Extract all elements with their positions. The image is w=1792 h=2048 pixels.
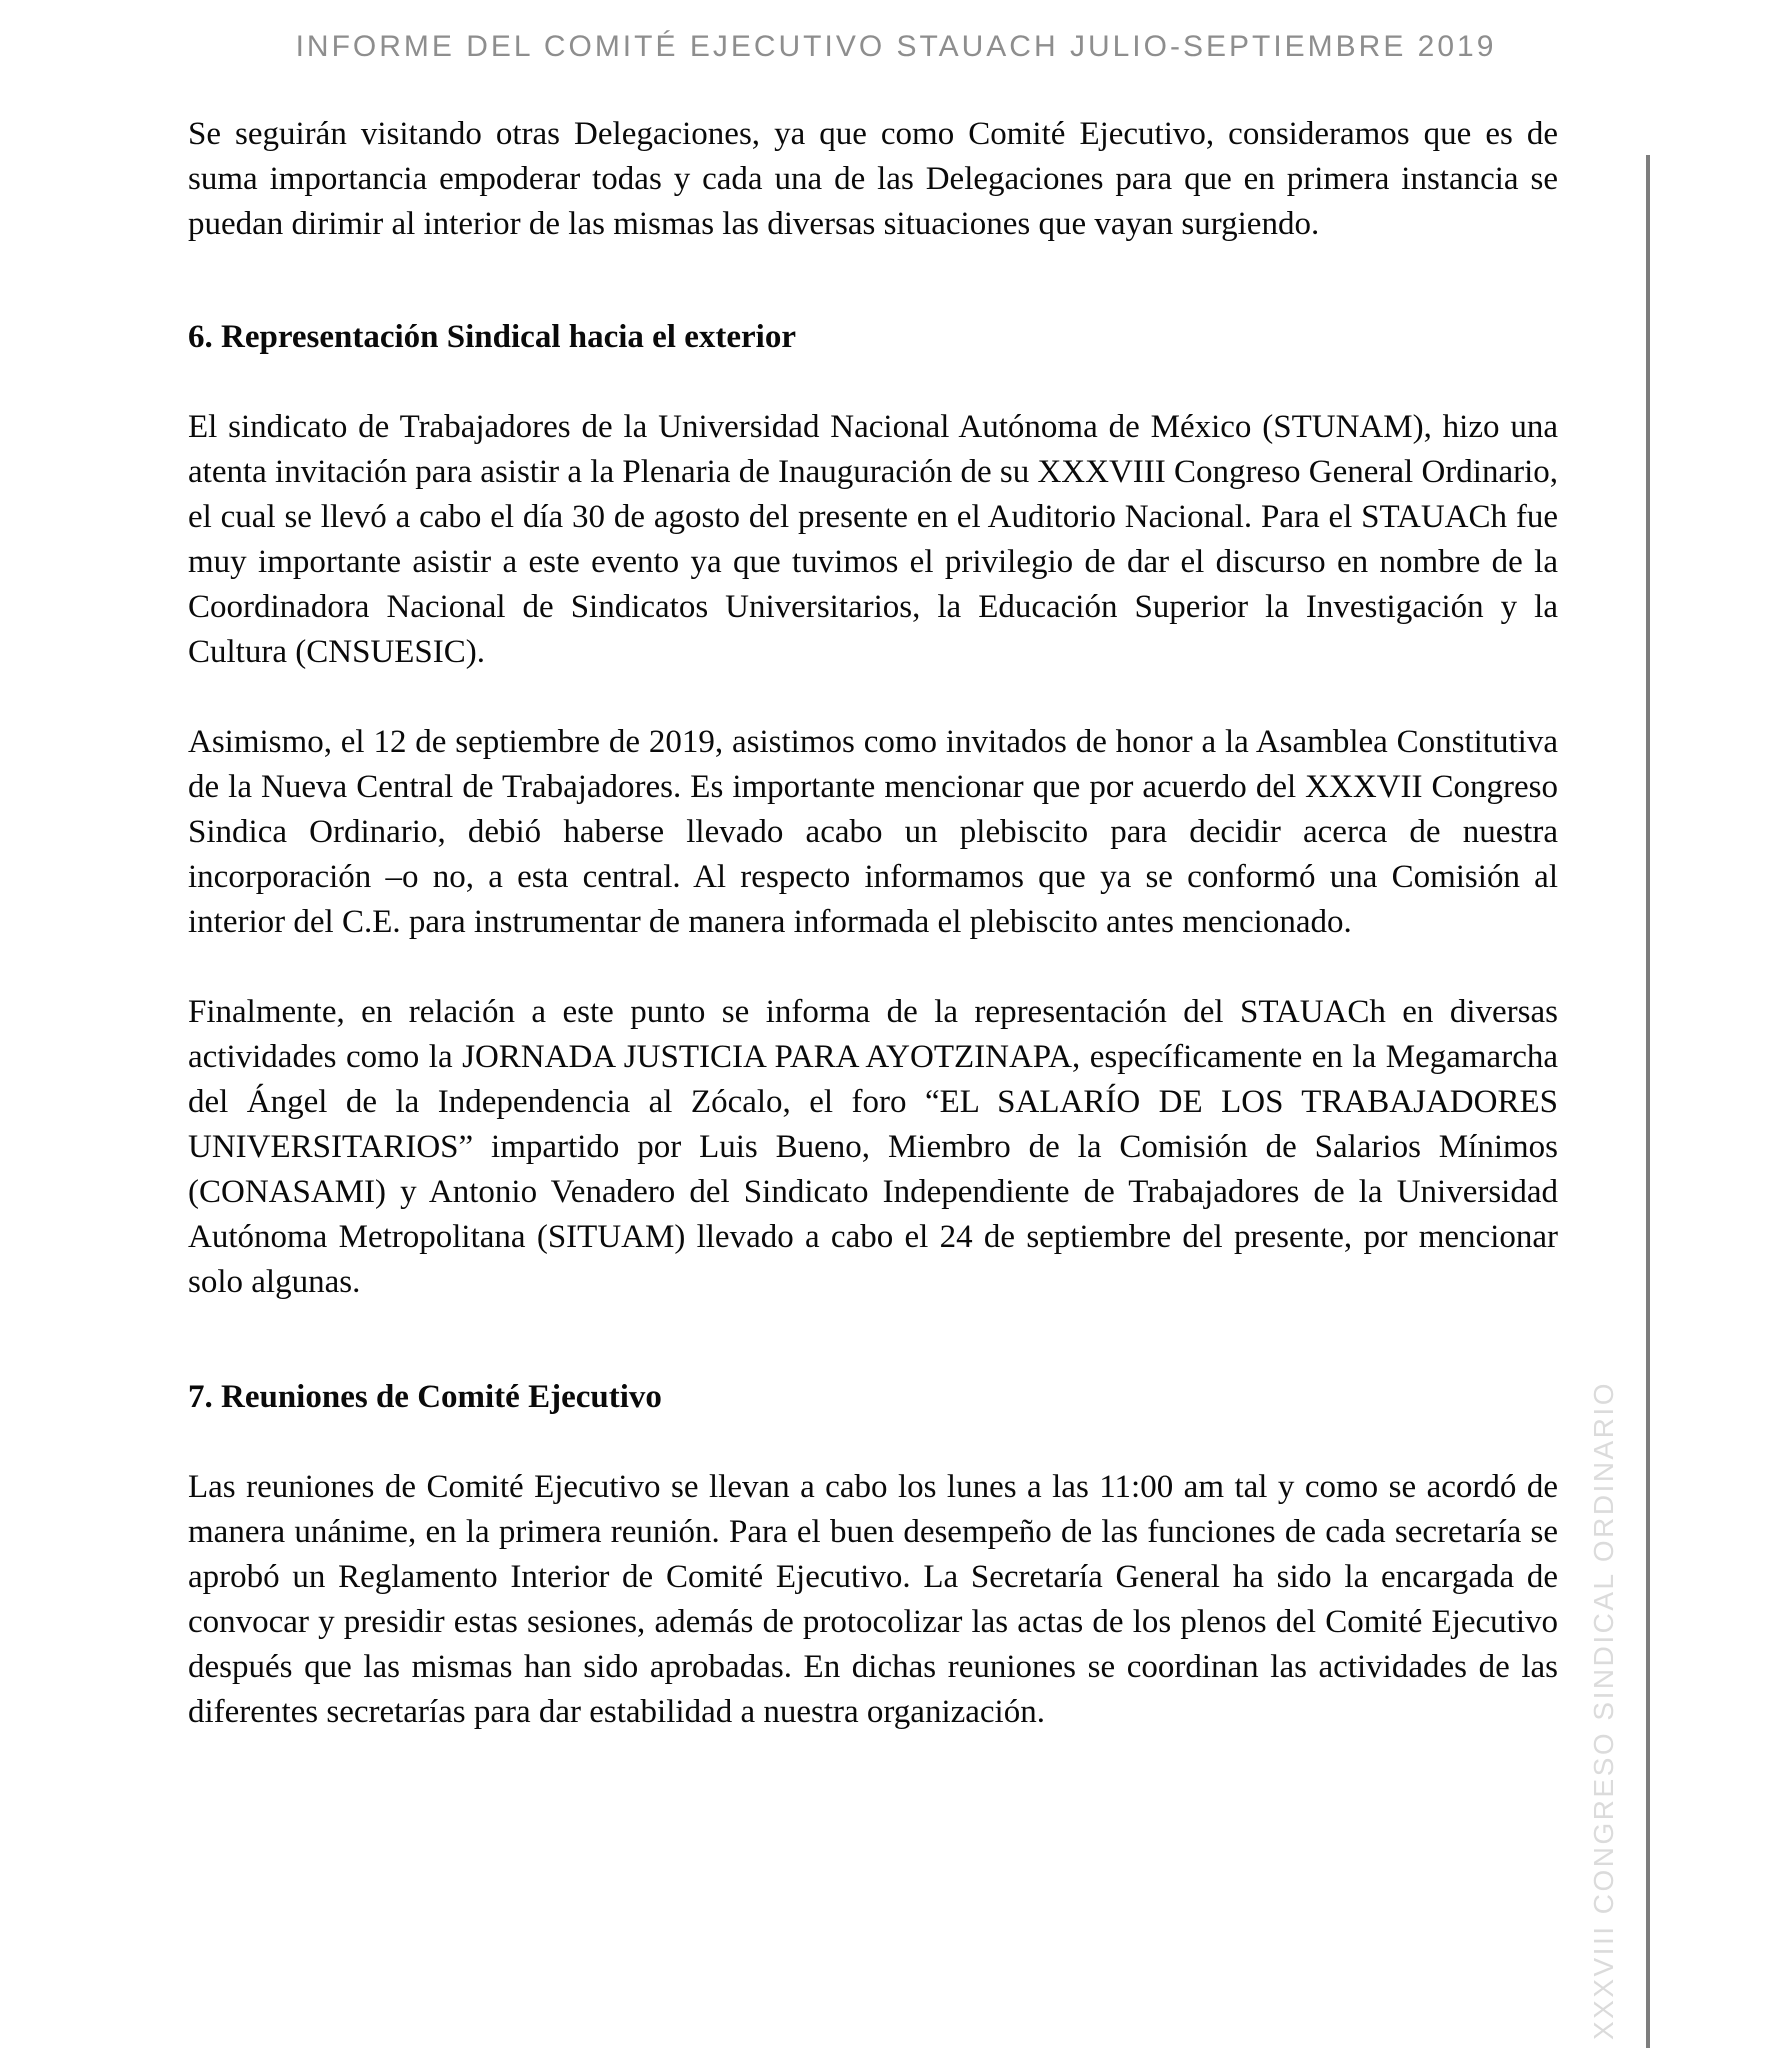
section-6-paragraph-1: El sindicato de Trabajadores de la Universidad Nacional Autónoma de México (STUNAM), hizo una atenta invitación para asistir a la Plenaria de Inauguración de su XXXVIII Congreso General Ordinario, el cual se llevó a cabo el día 30 de agosto del presente en el Auditorio Nacional. Para el STAUACh fue muy importante asistir a este evento ya que tuvimos el privilegio de dar el discurso en nombre de la Coordinadora Nacional de Sindicatos Universitarios, la Educación Superior la Investigación y la Cultura (CNSUESIC). [188, 409, 1558, 670]
section-7-heading: 7. Reuniones de Comité Ejecutivo [188, 1379, 662, 1415]
section-7-paragraph-1: Las reuniones de Comité Ejecutivo se llevan a cabo los lunes a las 11:00 am tal y como se acordó de manera unánime, en la primera reunión. Para el buen desempeño de las funciones de cada secretaría se aprobó un Reglamento Interior de Comité Ejecutivo. La Secretaría General ha sido la encargada de convocar y presidir estas sesiones, además de protocolizar las actas de los plenos del Comité Ejecutivo después que las mismas han sido aprobadas. En dichas reuniones se coordinan las actividades de las diferentes secretarías para dar estabilidad a nuestra organización. [188, 1469, 1558, 1730]
page-title: INFORME DEL COMITÉ EJECUTIVO STAUACH JULIO-SEPTIEMBRE 2019 [295, 30, 1497, 63]
intro-paragraph: Se seguirán visitando otras Delegaciones, ya que como Comité Ejecutivo, consideramos que es de suma importancia empoderar todas y cada una de las Delegaciones para que en primera instancia se puedan dirimir al interior de las mismas las diversas situaciones que vayan surgiendo. [188, 116, 1558, 242]
section-6-paragraph-3: Finalmente, en relación a este punto se informa de la representación del STAUACh en diversas actividades como la JORNADA JUSTICIA PARA AYOTZINAPA, específicamente en la Megamarcha del Ángel de la Independencia al Zócalo, el foro “EL SALARÍO DE LOS TRABAJADORES UNIVERSITARIOS” impartido por Luis Bueno, Miembro de la Comisión de Salarios Mínimos (CONASAMI) y Antonio Venadero del Sindicato Independiente de Trabajadores de la Universidad Autónoma Metropolitana (SITUAM) llevado a cabo el 24 de septiembre del presente, por mencionar solo algunas. [188, 994, 1558, 1300]
section-6-paragraph-2: Asimismo, el 12 de septiembre de 2019, asistimos como invitados de honor a la Asamblea Constitutiva de la Nueva Central de Trabajadores. Es importante mencionar que por acuerdo del XXXVII Congreso Sindica Ordinario, debió haberse llevado acabo un plebiscito para decidir acerca de nuestra incorporación –o no, a esta central. Al respecto informamos que ya se conformó una Comisión al interior del C.E. para instrumentar de manera informada el plebiscito antes mencionado. [188, 724, 1558, 940]
section-6-heading: 6. Representación Sindical hacia el exterior [188, 319, 796, 355]
document-body [188, 112, 1558, 1780]
congress-side-label: XXXVIII CONGRESO SINDICAL ORDINARIO [1588, 1380, 1619, 2040]
right-margin-rule [1646, 155, 1650, 2048]
